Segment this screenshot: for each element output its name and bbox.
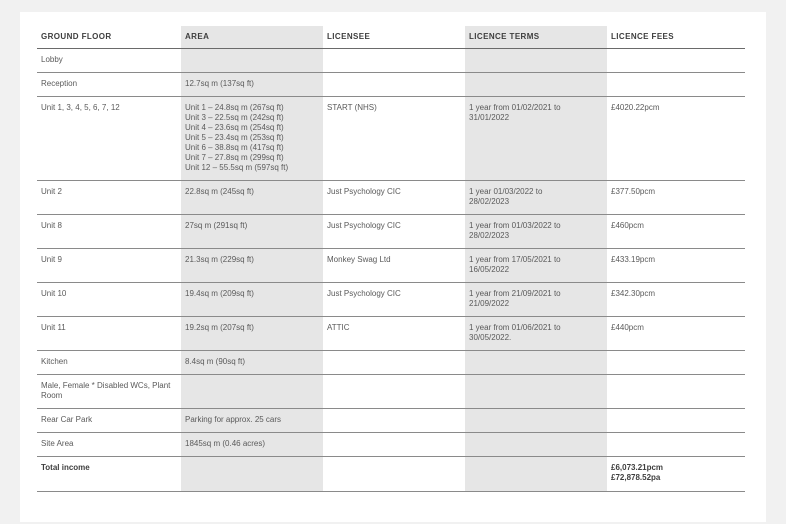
- cell-fees: [607, 73, 745, 97]
- cell-floor: Lobby: [37, 49, 181, 73]
- cell-fees: [607, 351, 745, 375]
- cell-licensee: [323, 49, 465, 73]
- cell-terms: [465, 433, 607, 457]
- licence-table: [37, 26, 745, 492]
- cell-licensee: Just Psychology CIC: [323, 283, 465, 317]
- cell-terms: [465, 409, 607, 433]
- cell-licensee: [323, 409, 465, 433]
- cell-licensee: [323, 73, 465, 97]
- cell-fees: [607, 49, 745, 73]
- cell-area: [181, 49, 323, 73]
- cell-area: 21.3sq m (229sq ft): [181, 249, 323, 283]
- cell-licensee: [323, 457, 465, 492]
- cell-licensee: START (NHS): [323, 97, 465, 181]
- cell-terms: [465, 73, 607, 97]
- cell-floor: Site Area: [37, 433, 181, 457]
- cell-terms: [465, 457, 607, 492]
- cell-terms: 1 year from 01/02/2021 to 31/01/2022: [465, 97, 607, 181]
- cell-area: [181, 375, 323, 409]
- cell-terms: [465, 351, 607, 375]
- cell-floor: Kitchen: [37, 351, 181, 375]
- cell-area: 19.2sq m (207sq ft): [181, 317, 323, 351]
- cell-licensee: Just Psychology CIC: [323, 215, 465, 249]
- cell-fees: [607, 409, 745, 433]
- header-licence-terms: LICENCE TERMS: [465, 26, 607, 49]
- cell-licensee: Monkey Swag Ltd: [323, 249, 465, 283]
- table-row: [37, 215, 745, 249]
- table-row: [37, 409, 745, 433]
- cell-licensee: [323, 375, 465, 409]
- cell-fees: £440pcm: [607, 317, 745, 351]
- cell-floor: Unit 1, 3, 4, 5, 6, 7, 12: [37, 97, 181, 181]
- cell-floor: Rear Car Park: [37, 409, 181, 433]
- cell-area: Parking for approx. 25 cars: [181, 409, 323, 433]
- table-row: [37, 433, 745, 457]
- table-row: [37, 49, 745, 73]
- table-row: [37, 97, 745, 181]
- cell-floor: Total income: [37, 457, 181, 492]
- cell-area: Unit 1 – 24.8sq m (267sq ft) Unit 3 – 22.5sq m (242sq ft) Unit 4 – 23.6sq m (254sq ft) Unit 5 – 23.4sq m (253sq ft) Unit 6 – 38.8sq m (417sq ft) Unit 7 – 27.8sq m (299sq ft) Unit 12 – 55.5sq m (597sq ft): [181, 97, 323, 181]
- cell-area: 19.4sq m (209sq ft): [181, 283, 323, 317]
- cell-area: [181, 457, 323, 492]
- header-area: AREA: [181, 26, 323, 49]
- cell-terms: 1 year from 17/05/2021 to 16/05/2022: [465, 249, 607, 283]
- cell-area: 22.8sq m (245sq ft): [181, 181, 323, 215]
- cell-fees: £460pcm: [607, 215, 745, 249]
- cell-fees: £377.50pcm: [607, 181, 745, 215]
- document-card: [20, 12, 766, 522]
- cell-area: 27sq m (291sq ft): [181, 215, 323, 249]
- total-row: [37, 457, 745, 492]
- cell-area: 8.4sq m (90sq ft): [181, 351, 323, 375]
- cell-terms: 1 year from 21/09/2021 to 21/09/2022: [465, 283, 607, 317]
- cell-licensee: [323, 351, 465, 375]
- cell-floor: Unit 9: [37, 249, 181, 283]
- table-row: [37, 73, 745, 97]
- cell-floor: Unit 11: [37, 317, 181, 351]
- cell-terms: [465, 49, 607, 73]
- cell-area: 12.7sq m (137sq ft): [181, 73, 323, 97]
- cell-floor: Unit 8: [37, 215, 181, 249]
- header-licence-fees: LICENCE FEES: [607, 26, 745, 49]
- cell-fees: £6,073.21pcm £72,878.52pa: [607, 457, 745, 492]
- table-row: [37, 351, 745, 375]
- cell-fees: [607, 433, 745, 457]
- cell-floor: Unit 10: [37, 283, 181, 317]
- cell-terms: [465, 375, 607, 409]
- cell-terms: 1 year from 01/06/2021 to 30/05/2022.: [465, 317, 607, 351]
- table-row: [37, 181, 745, 215]
- cell-floor: Male, Female * Disabled WCs, Plant Room: [37, 375, 181, 409]
- cell-terms: 1 year from 01/03/2022 to 28/02/2023: [465, 215, 607, 249]
- table-row: [37, 283, 745, 317]
- cell-fees: £342.30pcm: [607, 283, 745, 317]
- cell-licensee: Just Psychology CIC: [323, 181, 465, 215]
- table-row: [37, 317, 745, 351]
- header-licensee: LICENSEE: [323, 26, 465, 49]
- table-row: [37, 249, 745, 283]
- header-ground-floor: GROUND FLOOR: [37, 26, 181, 49]
- cell-licensee: ATTIC: [323, 317, 465, 351]
- table-row: [37, 375, 745, 409]
- cell-terms: 1 year 01/03/2022 to 28/02/2023: [465, 181, 607, 215]
- cell-floor: Reception: [37, 73, 181, 97]
- cell-floor: Unit 2: [37, 181, 181, 215]
- cell-fees: [607, 375, 745, 409]
- cell-fees: £433.19pcm: [607, 249, 745, 283]
- table-header-row: [37, 26, 745, 49]
- cell-licensee: [323, 433, 465, 457]
- cell-fees: £4020.22pcm: [607, 97, 745, 181]
- cell-area: 1845sq m (0.46 acres): [181, 433, 323, 457]
